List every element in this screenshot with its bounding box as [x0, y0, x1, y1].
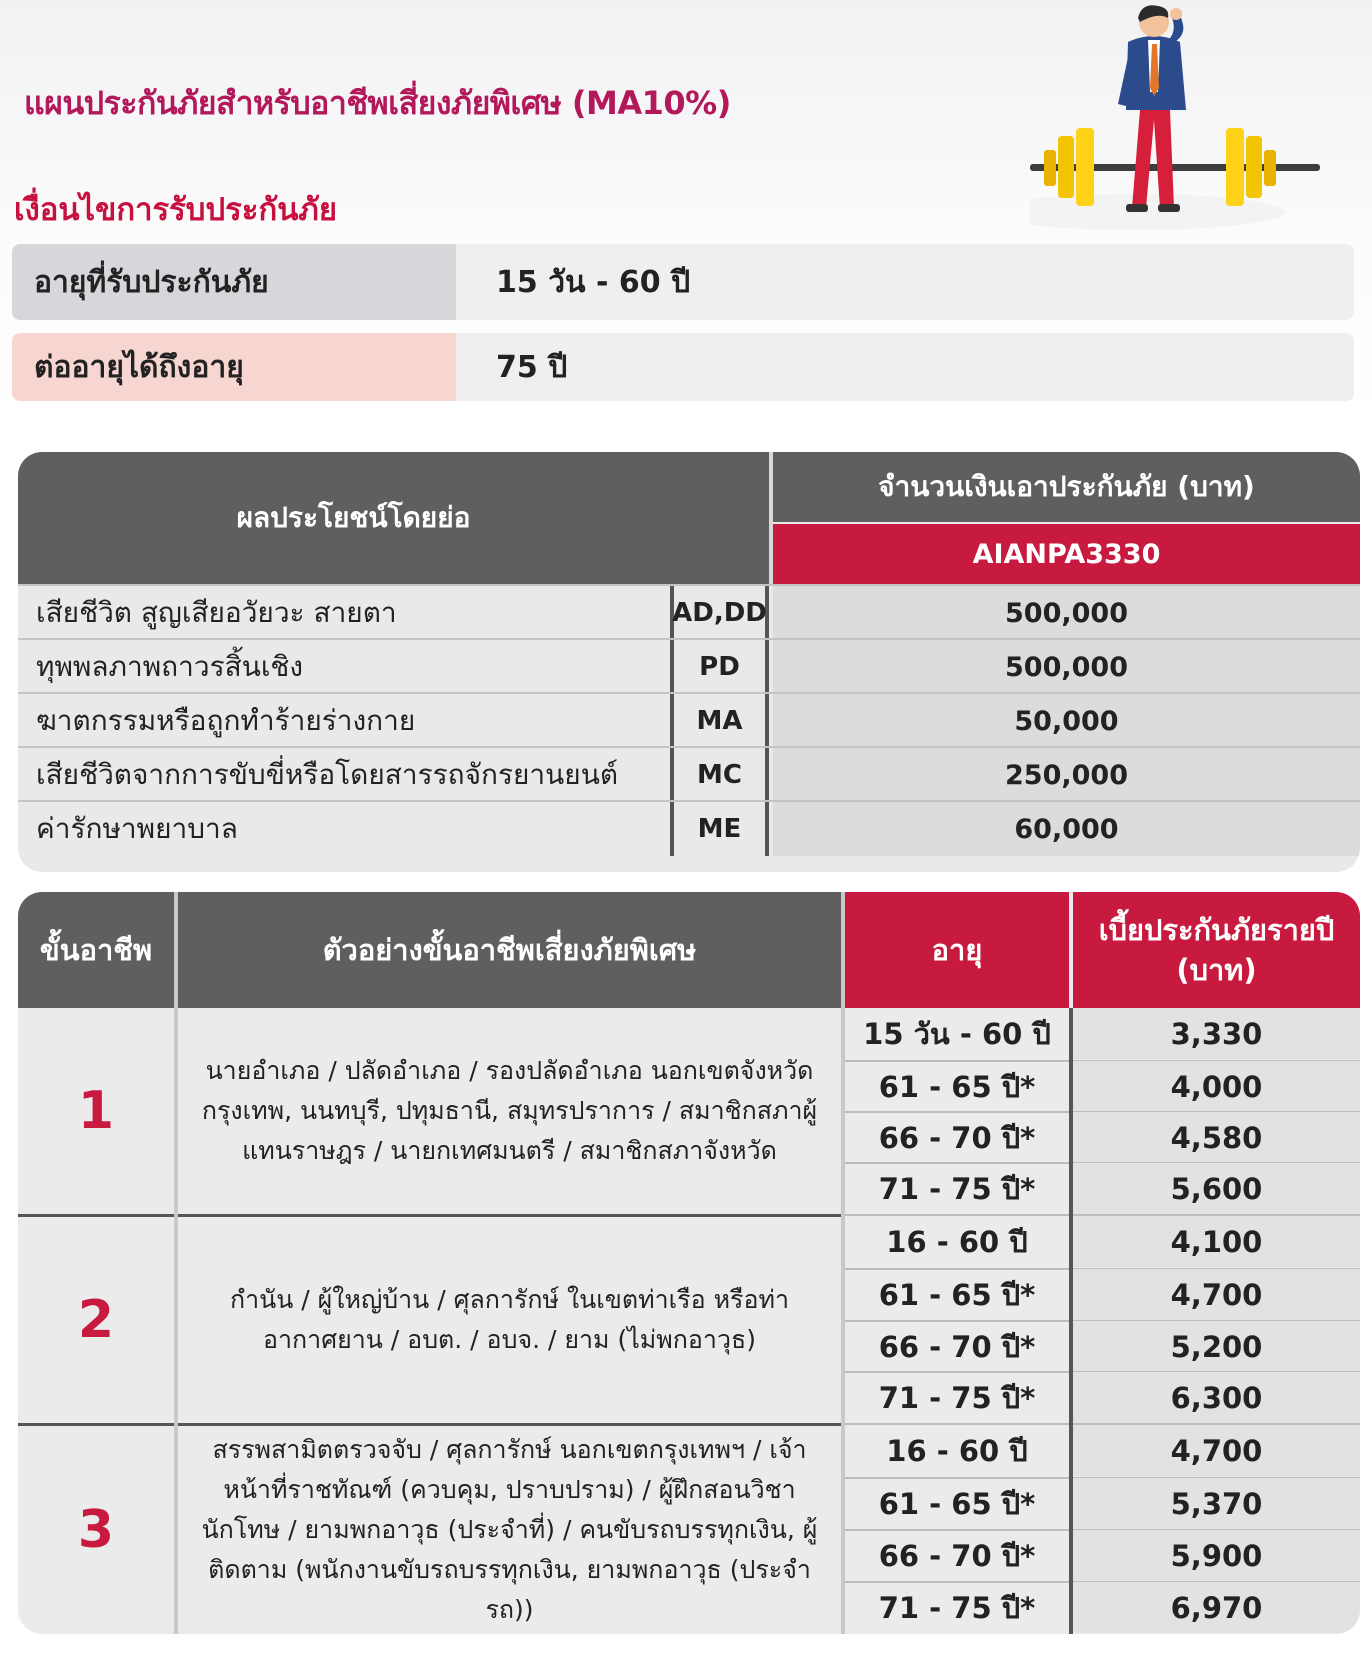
condition-value: 75 ปี [456, 333, 1354, 401]
table-row [845, 1582, 1360, 1633]
condition-value: 15 วัน - 60 ปี [456, 244, 1354, 320]
benefit-header-plan-code: AIANPA3330 [773, 524, 1360, 584]
table-row [845, 1216, 1360, 1267]
benefit-table [18, 452, 1360, 872]
premium-header-annual-line2: (บาท) [1176, 953, 1257, 987]
premium-header-example: ตัวอย่างขั้นอาชีพเสี่ยงภัยพิเศษ [178, 892, 841, 1008]
benefit-name: เสียชีวิตจากการขับขี่หรือโดยสารรถจักรยานยนต์ [36, 758, 619, 791]
table-row [18, 746, 1360, 800]
table-row [18, 692, 1360, 746]
occupation-examples: สรรพสามิตตรวจจับ / ศุลการักษ์ นอกเขตกรุงเทพฯ / เจ้าหน้าที่ราชทัณฑ์ (ควบคุม, ปราบปราม) / ผู้ฝึกสอนวิชานักโทษ / ยามพกอาวุธ (ประจำที่) / คนขับรถบรรทุกเงิน, ผู้ติดตาม (พนักงานขับรถบรรทุกเงิน, ยามพกอาวุธ (ประจำรถ)) [201, 1435, 818, 1624]
age-range: 66 - 70 ปี* [878, 1120, 1036, 1155]
age-range: 16 - 60 ปี [886, 1433, 1028, 1468]
benefit-name: ทุพพลภาพถาวรสิ้นเชิง [36, 650, 304, 683]
premium-table [18, 892, 1360, 1634]
annual-premium: 4,100 [1073, 1216, 1360, 1267]
table-row [845, 1061, 1360, 1112]
benefit-amount: 500,000 [773, 586, 1360, 640]
table-row [845, 1008, 1360, 1059]
age-range: 15 วัน - 60 ปี [863, 1016, 1051, 1051]
column-divider [1069, 1008, 1073, 1634]
column-divider [841, 892, 845, 1634]
section-title-conditions: เงื่อนไขการรับประกันภัย [14, 192, 338, 228]
benefit-amount: 50,000 [773, 694, 1360, 748]
condition-row-renewal-age [12, 333, 1354, 401]
annual-premium: 5,370 [1073, 1478, 1360, 1529]
table-row [845, 1112, 1360, 1163]
benefit-header-summary: ผลประโยชน์โดยย่อ [18, 452, 769, 584]
condition-label: ต่ออายุได้ถึงอายุ [12, 333, 456, 401]
weightlifter-illustration [1030, 0, 1320, 230]
table-row [845, 1372, 1360, 1423]
occupation-level: 2 [77, 1290, 115, 1350]
table-row [845, 1269, 1360, 1320]
annual-premium: 4,700 [1073, 1425, 1360, 1476]
age-range: 16 - 60 ปี [886, 1224, 1028, 1259]
premium-header-age: อายุ [845, 892, 1069, 1008]
benefit-code: AD,DD [670, 586, 769, 640]
benefit-amount: 60,000 [773, 802, 1360, 856]
table-row [845, 1321, 1360, 1372]
table-row [845, 1530, 1360, 1581]
age-range: 71 - 75 ปี* [878, 1590, 1036, 1625]
annual-premium: 4,580 [1073, 1112, 1360, 1163]
premium-header-annual [1073, 892, 1360, 1008]
occupation-examples: นายอำเภอ / ปลัดอำเภอ / รองปลัดอำเภอ นอกเขตจังหวัด กรุงเทพ, นนทบุรี, ปทุมธานี, สมุทรปราการ / สมาชิกสภาผู้แทนราษฎร / นายกเทศมนตรี / สมาชิกสภาจังหวัด [201, 1056, 818, 1165]
column-divider [174, 892, 178, 1634]
age-range: 61 - 65 ปี* [878, 1069, 1036, 1104]
condition-label: อายุที่รับประกันภัย [12, 244, 456, 320]
benefit-amount: 250,000 [773, 748, 1360, 802]
table-row [18, 638, 1360, 692]
benefit-amount: 500,000 [773, 640, 1360, 694]
benefit-code: MC [670, 748, 769, 802]
table-row [18, 584, 1360, 638]
annual-premium: 3,330 [1073, 1008, 1360, 1059]
benefit-code: MA [670, 694, 769, 748]
table-row [845, 1163, 1360, 1214]
occupation-examples: กำนัน / ผู้ใหญ่บ้าน / ศุลการักษ์ ในเขตท่าเรือ หรือท่าอากาศยาน / อบต. / อบจ. / ยาม (ไม่พกอาวุธ) [229, 1285, 790, 1354]
annual-premium: 4,700 [1073, 1269, 1360, 1320]
age-range: 66 - 70 ปี* [878, 1329, 1036, 1364]
annual-premium: 6,970 [1073, 1582, 1360, 1633]
annual-premium: 6,300 [1073, 1372, 1360, 1423]
occupation-level: 1 [77, 1081, 115, 1141]
condition-row-entry-age [12, 244, 1354, 320]
group-divider [18, 1214, 845, 1217]
age-range: 71 - 75 ปี* [878, 1380, 1036, 1415]
group-divider [18, 1423, 845, 1426]
premium-header-annual-line1: เบี้ยประกันภัยรายปี [1098, 913, 1335, 947]
annual-premium: 5,600 [1073, 1163, 1360, 1214]
benefit-header-sum-insured: จำนวนเงินเอาประกันภัย (บาท) [773, 452, 1360, 522]
table-row [18, 800, 1360, 854]
table-row [845, 1425, 1360, 1476]
benefit-code: PD [670, 640, 769, 694]
premium-header-level: ขั้นอาชีพ [18, 892, 174, 1008]
page-title: แผนประกันภัยสำหรับอาชีพเสี่ยงภัยพิเศษ (MA10%) [24, 84, 731, 122]
table-row [845, 1478, 1360, 1529]
age-range: 61 - 65 ปี* [878, 1486, 1036, 1521]
benefit-name: ฆาตกรรมหรือถูกทำร้ายร่างกาย [36, 704, 416, 737]
benefit-name: ค่ารักษาพยาบาล [36, 812, 238, 845]
benefit-code: ME [670, 802, 769, 856]
annual-premium: 5,900 [1073, 1530, 1360, 1581]
benefit-name: เสียชีวิต สูญเสียอวัยวะ สายตา [36, 596, 397, 629]
age-range: 71 - 75 ปี* [878, 1171, 1036, 1206]
annual-premium: 5,200 [1073, 1321, 1360, 1372]
age-range: 61 - 65 ปี* [878, 1277, 1036, 1312]
age-range: 66 - 70 ปี* [878, 1538, 1036, 1573]
occupation-level: 3 [77, 1500, 115, 1560]
annual-premium: 4,000 [1073, 1061, 1360, 1112]
